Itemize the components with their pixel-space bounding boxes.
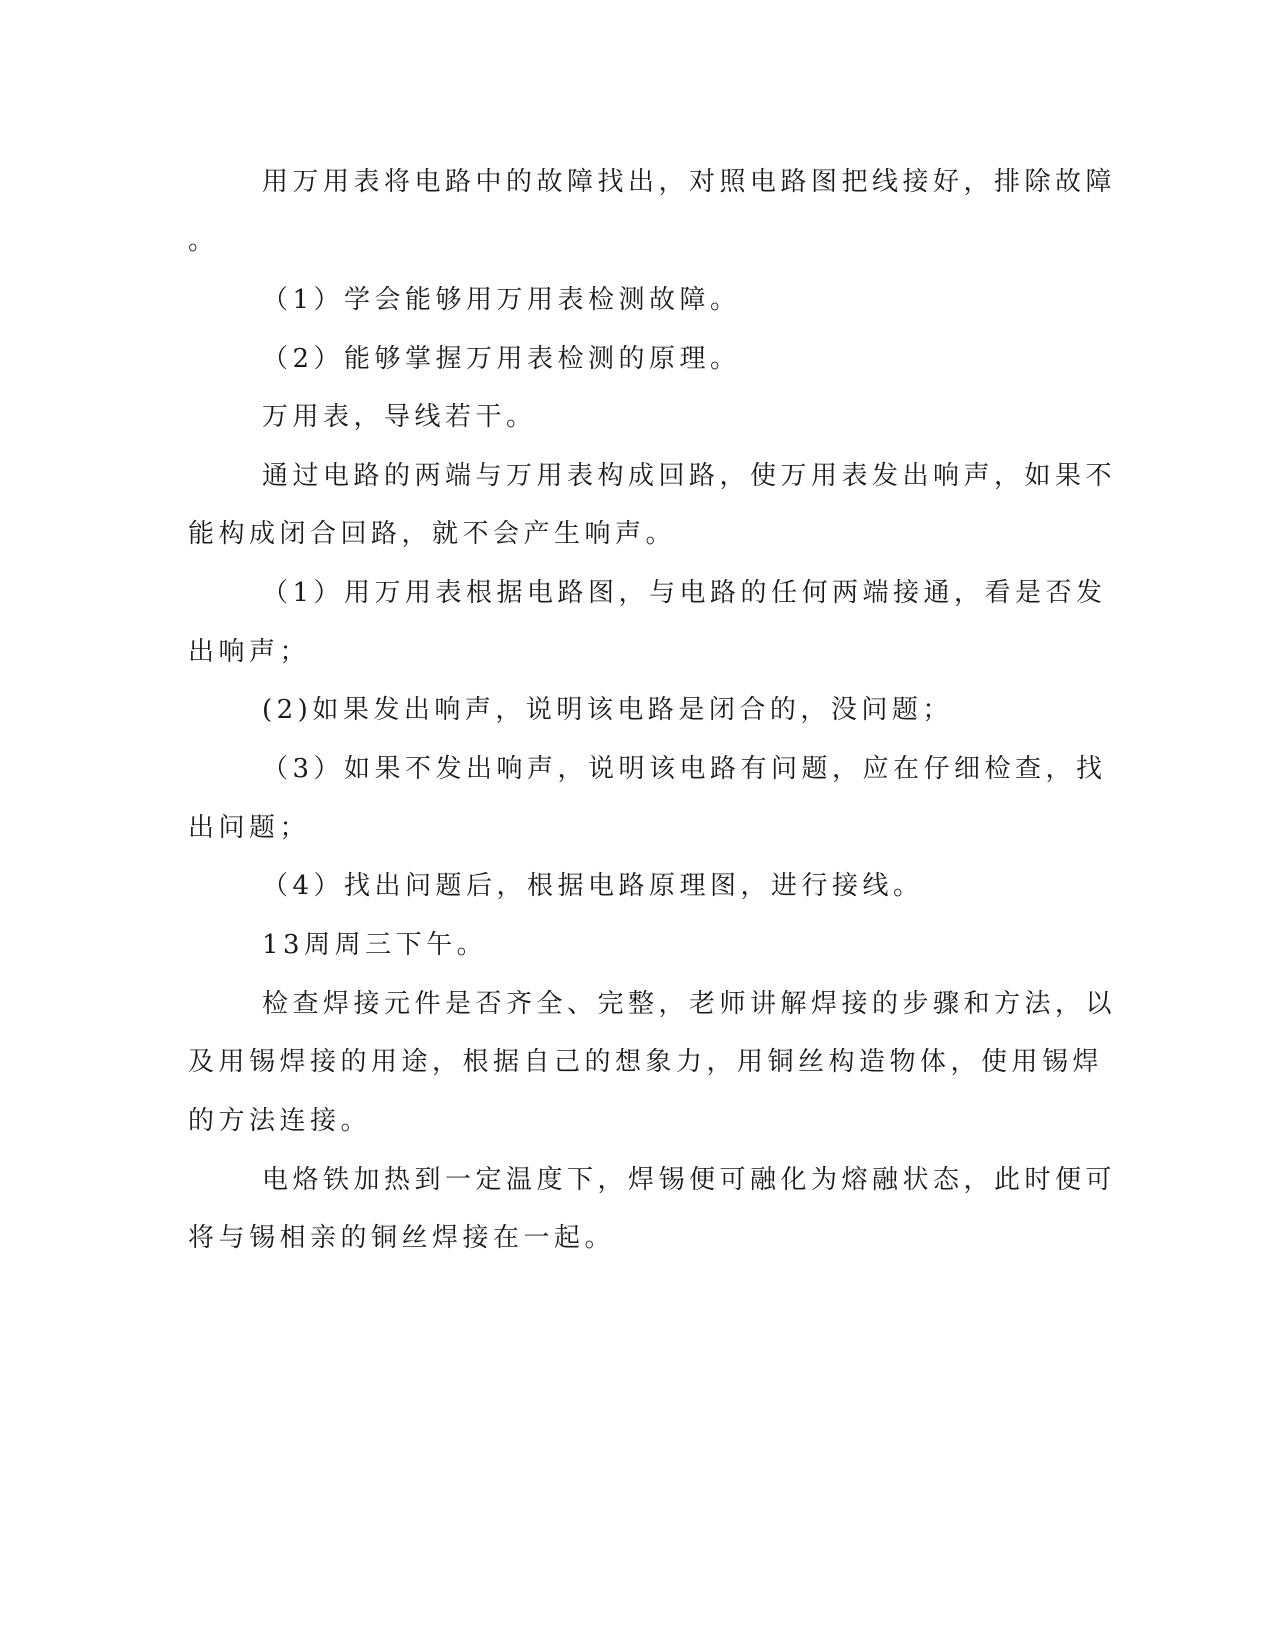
paragraph-line: 电烙铁加热到一定温度下，焊锡便可融化为熔融状态，此时便可: [262, 1165, 1117, 1195]
list-item: （4）找出问题后，根据电路原理图，进行接线。: [262, 871, 924, 901]
paragraph-line: 。: [188, 226, 219, 256]
list-item: （1）学会能够用万用表检测故障。: [262, 285, 741, 315]
paragraph-line: 检查焊接元件是否齐全、完整，老师讲解焊接的步骤和方法，以: [262, 989, 1117, 1019]
paragraph-line: 将与锡相亲的铜丝焊接在一起。: [188, 1223, 616, 1253]
paragraph-line: 用万用表将电路中的故障找出，对照电路图把线接好，排除故障: [262, 167, 1117, 197]
paragraph-line: 及用锡焊接的用途，根据自己的想象力，用铜丝构造物体，使用锡焊: [188, 1047, 1104, 1077]
paragraph-line: 能构成闭合回路，就不会产生响声。: [188, 519, 677, 549]
paragraph-line: 万用表，导线若干。: [262, 402, 537, 432]
list-item: （1）用万用表根据电路图，与电路的任何两端接通，看是否发: [262, 578, 1107, 608]
list-item: (2)如果发出响声，说明该电路是闭合的，没问题；: [262, 695, 953, 725]
list-item: 出响声；: [188, 637, 311, 667]
paragraph-line: 13周周三下午。: [262, 930, 488, 960]
list-item: （3）如果不发出响声，说明该电路有问题，应在仔细检查，找: [262, 754, 1107, 784]
list-item: （2）能够掌握万用表检测的原理。: [262, 344, 741, 374]
paragraph-line: 的方法连接。: [188, 1106, 372, 1136]
list-item: 出问题；: [188, 813, 311, 843]
paragraph-line: 通过电路的两端与万用表构成回路，使万用表发出响声，如果不: [262, 461, 1117, 491]
